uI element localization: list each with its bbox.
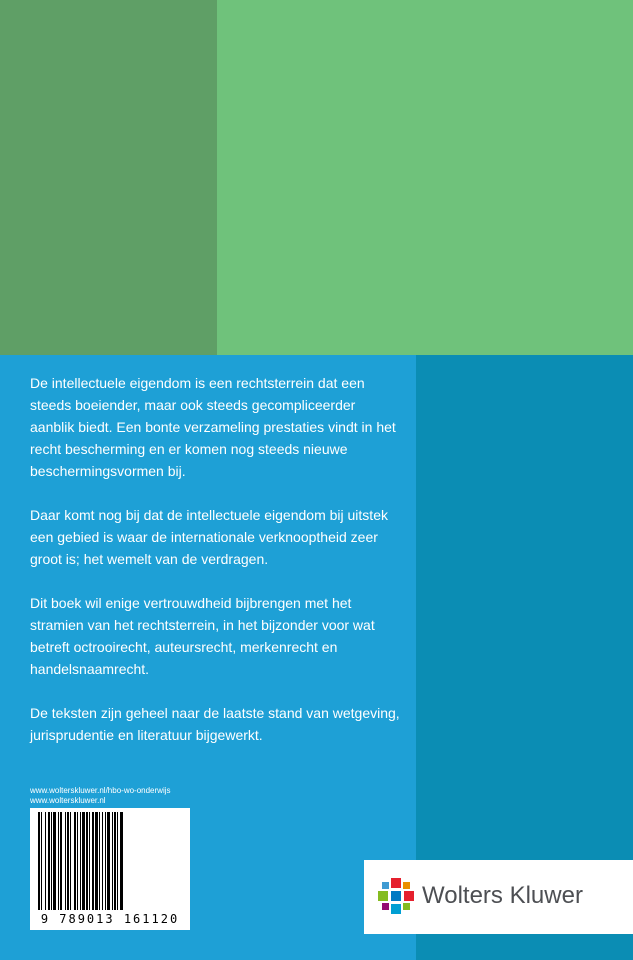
barcode-bar [89, 812, 90, 910]
barcode-bar [60, 812, 62, 910]
cover-panel-top-left [0, 0, 217, 355]
publisher-logo-box [364, 860, 633, 934]
barcode-bar [41, 812, 42, 910]
barcode-bar [95, 812, 98, 910]
barcode-bar [117, 812, 118, 910]
barcode-bar [120, 812, 123, 910]
barcode-bar [65, 812, 66, 910]
url-main[interactable]: www.wolterskluwer.nl [30, 796, 106, 805]
isbn-barcode [30, 808, 190, 930]
barcode-bar [80, 812, 81, 910]
barcode-bar [99, 812, 100, 910]
blurb-paragraph-4: De teksten zijn geheel naar de laatste stand van wetgeving, jurisprudentie en literatuur bijgewerkt. [30, 705, 400, 743]
barcode-bar [105, 812, 106, 910]
barcode-bar [48, 812, 50, 910]
barcode-bar [70, 812, 71, 910]
barcode-bar [82, 812, 85, 910]
publisher-urls [30, 786, 171, 806]
barcode-bar [77, 812, 78, 910]
blurb-paragraph-2: Daar komt nog bij dat de intellectuele eigendom bij uitstek een gebied is waar de internationale verknooptheid zeer groot is; het wemelt van de verdragen. [30, 507, 388, 567]
barcode-bar [112, 812, 113, 910]
barcode-bar [86, 812, 88, 910]
blurb-paragraph-3: Dit boek wil enige vertrouwdheid bijbrengen met het stramien van het rechtsterrein, in het bijzonder voor wat betreft octrooirecht, auteursrecht, merkenrecht en handelsnaamrecht. [30, 595, 375, 677]
barcode-bar [74, 812, 76, 910]
back-cover-blurb [30, 372, 400, 768]
barcode-bar [53, 812, 56, 910]
barcode-bar [107, 812, 110, 910]
wolters-kluwer-logo-icon [376, 876, 416, 916]
cover-panel-top-right [217, 0, 633, 355]
blurb-paragraph-1: De intellectuele eigendom is een rechtsterrein dat een steeds boeiender, maar ook steeds gecompliceerder aanblik biedt. Een bonte verzameling prestaties vindt in het recht bescherming en er komen nog steeds nieuwe beschermingsvormen bij. [30, 375, 396, 479]
barcode-bar [38, 812, 40, 910]
barcode-bar [45, 812, 46, 910]
url-hbo-wo-onderwijs[interactable]: www.wolterskluwer.nl/hbo-wo-onderwijs [30, 786, 171, 795]
barcode-bars [30, 808, 190, 913]
barcode-bar [51, 812, 52, 910]
barcode-bar [102, 812, 103, 910]
publisher-name: Wolters Kluwer [422, 882, 583, 909]
barcode-bar [114, 812, 116, 910]
barcode-bar [67, 812, 69, 910]
isbn-number: 9 789013 161120 [40, 912, 180, 926]
barcode-bar [92, 812, 94, 910]
barcode-bar [58, 812, 59, 910]
